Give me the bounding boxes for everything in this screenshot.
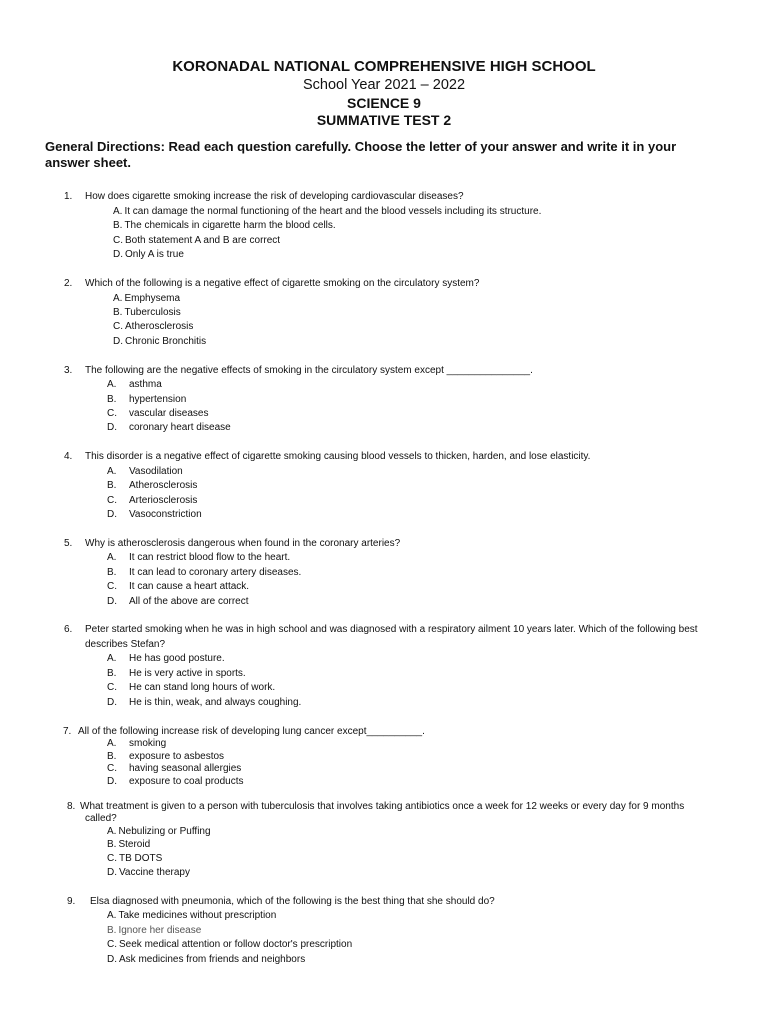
- option-d: D. coronary heart disease: [107, 422, 231, 433]
- option-a: A. asthma: [107, 379, 162, 390]
- option-a: A. Emphysema: [113, 293, 181, 304]
- option-c: C. Arteriosclerosis: [107, 495, 198, 506]
- question-text-continued: describes Stefan?: [85, 639, 166, 650]
- subject-title: SCIENCE 9: [347, 95, 421, 111]
- question-text: Which of the following is a negative effect of cigarette smoking on the circulatory system?: [85, 278, 480, 289]
- option-d: D. Only A is true: [113, 249, 184, 260]
- question-number: 5.: [64, 538, 73, 549]
- test-title: SUMMATIVE TEST 2: [316, 112, 452, 128]
- school-name: KORONADAL NATIONAL COMPREHENSIVE HIGH SCHOOL: [172, 58, 596, 75]
- school-year: School Year 2021 – 2022: [302, 77, 466, 93]
- question-number: 8.: [67, 801, 76, 812]
- option-d: D. Ask medicines from friends and neighbors: [107, 954, 306, 965]
- option-d: D. Chronic Bronchitis: [113, 336, 207, 347]
- option-b: B. It can lead to coronary artery diseases.: [107, 567, 302, 578]
- option-b: B. He is very active in sports.: [107, 668, 246, 679]
- option-b: B. The chemicals in cigarette harm the blood cells.: [113, 220, 336, 231]
- option-b: B. hypertension: [107, 394, 187, 405]
- question-text: This disorder is a negative effect of cigarette smoking causing blood vessels to thicken, harden, and lose elasticity.: [85, 451, 591, 462]
- question-text-continued: called?: [85, 813, 117, 824]
- option-c: C. He can stand long hours of work.: [107, 682, 276, 693]
- question-text: The following are the negative effects of smoking in the circulatory system except _______________.: [85, 365, 533, 376]
- option-b: B. Atherosclerosis: [107, 480, 198, 491]
- option-a: A. Nebulizing or Puffing: [107, 826, 211, 837]
- option-d: D. Vasoconstriction: [107, 509, 202, 520]
- question-number: 2.: [64, 278, 73, 289]
- question-number: 4.: [64, 451, 73, 462]
- question-number: 1.: [64, 191, 73, 202]
- option-d: D. Vaccine therapy: [107, 867, 190, 878]
- question-number: 3.: [64, 365, 73, 376]
- option-c: C. vascular diseases: [107, 408, 209, 419]
- question-text: How does cigarette smoking increase the risk of developing cardiovascular diseases?: [85, 191, 464, 202]
- option-a: A. He has good posture.: [107, 653, 225, 664]
- option-d: D. He is thin, weak, and always coughing.: [107, 697, 302, 708]
- general-directions: General Directions: Read each question carefully. Choose the letter of your answer and write it in your answer sheet.: [45, 139, 677, 170]
- question-number: 7.: [63, 726, 72, 737]
- option-b: B. Steroid: [107, 839, 151, 850]
- option-c: C. Both statement A and B are correct: [113, 235, 281, 246]
- option-a: A. Take medicines without prescription: [107, 910, 277, 921]
- option-a: A. Vasodilation: [107, 466, 183, 477]
- option-c: C. It can cause a heart attack.: [107, 581, 250, 592]
- question-text: Why is atherosclerosis dangerous when found in the coronary arteries?: [85, 538, 401, 549]
- option-c: C. Atherosclerosis: [113, 321, 194, 332]
- option-a: A. smoking: [107, 738, 167, 749]
- option-b: B. exposure to asbestos: [107, 751, 225, 762]
- option-b: B. Ignore her disease: [107, 925, 202, 936]
- option-a: A. It can restrict blood flow to the heart.: [107, 552, 291, 563]
- option-b: B. Tuberculosis: [113, 307, 181, 318]
- option-c: C. Seek medical attention or follow doctor's prescription: [107, 939, 353, 950]
- question-number: 6.: [64, 624, 73, 635]
- question-text: Peter started smoking when he was in high school and was diagnosed with a respiratory ailment 10 years later. Which of the following best: [85, 624, 698, 635]
- question-text: What treatment is given to a person with tuberculosis that involves taking antibiotics once a week for 12 weeks or every day for 9 months: [80, 801, 685, 812]
- option-d: D. exposure to coal products: [107, 776, 244, 787]
- option-a: A. It can damage the normal functioning of the heart and the blood vessels including its structure.: [113, 206, 542, 217]
- question-text: All of the following increase risk of developing lung cancer except__________.: [78, 726, 425, 737]
- question-text: Elsa diagnosed with pneumonia, which of the following is the best thing that she should do?: [90, 896, 495, 907]
- question-number: 9.: [67, 896, 76, 907]
- option-c: C. TB DOTS: [107, 853, 163, 864]
- option-c: C. having seasonal allergies: [107, 763, 242, 774]
- option-d: D. All of the above are correct: [107, 596, 249, 607]
